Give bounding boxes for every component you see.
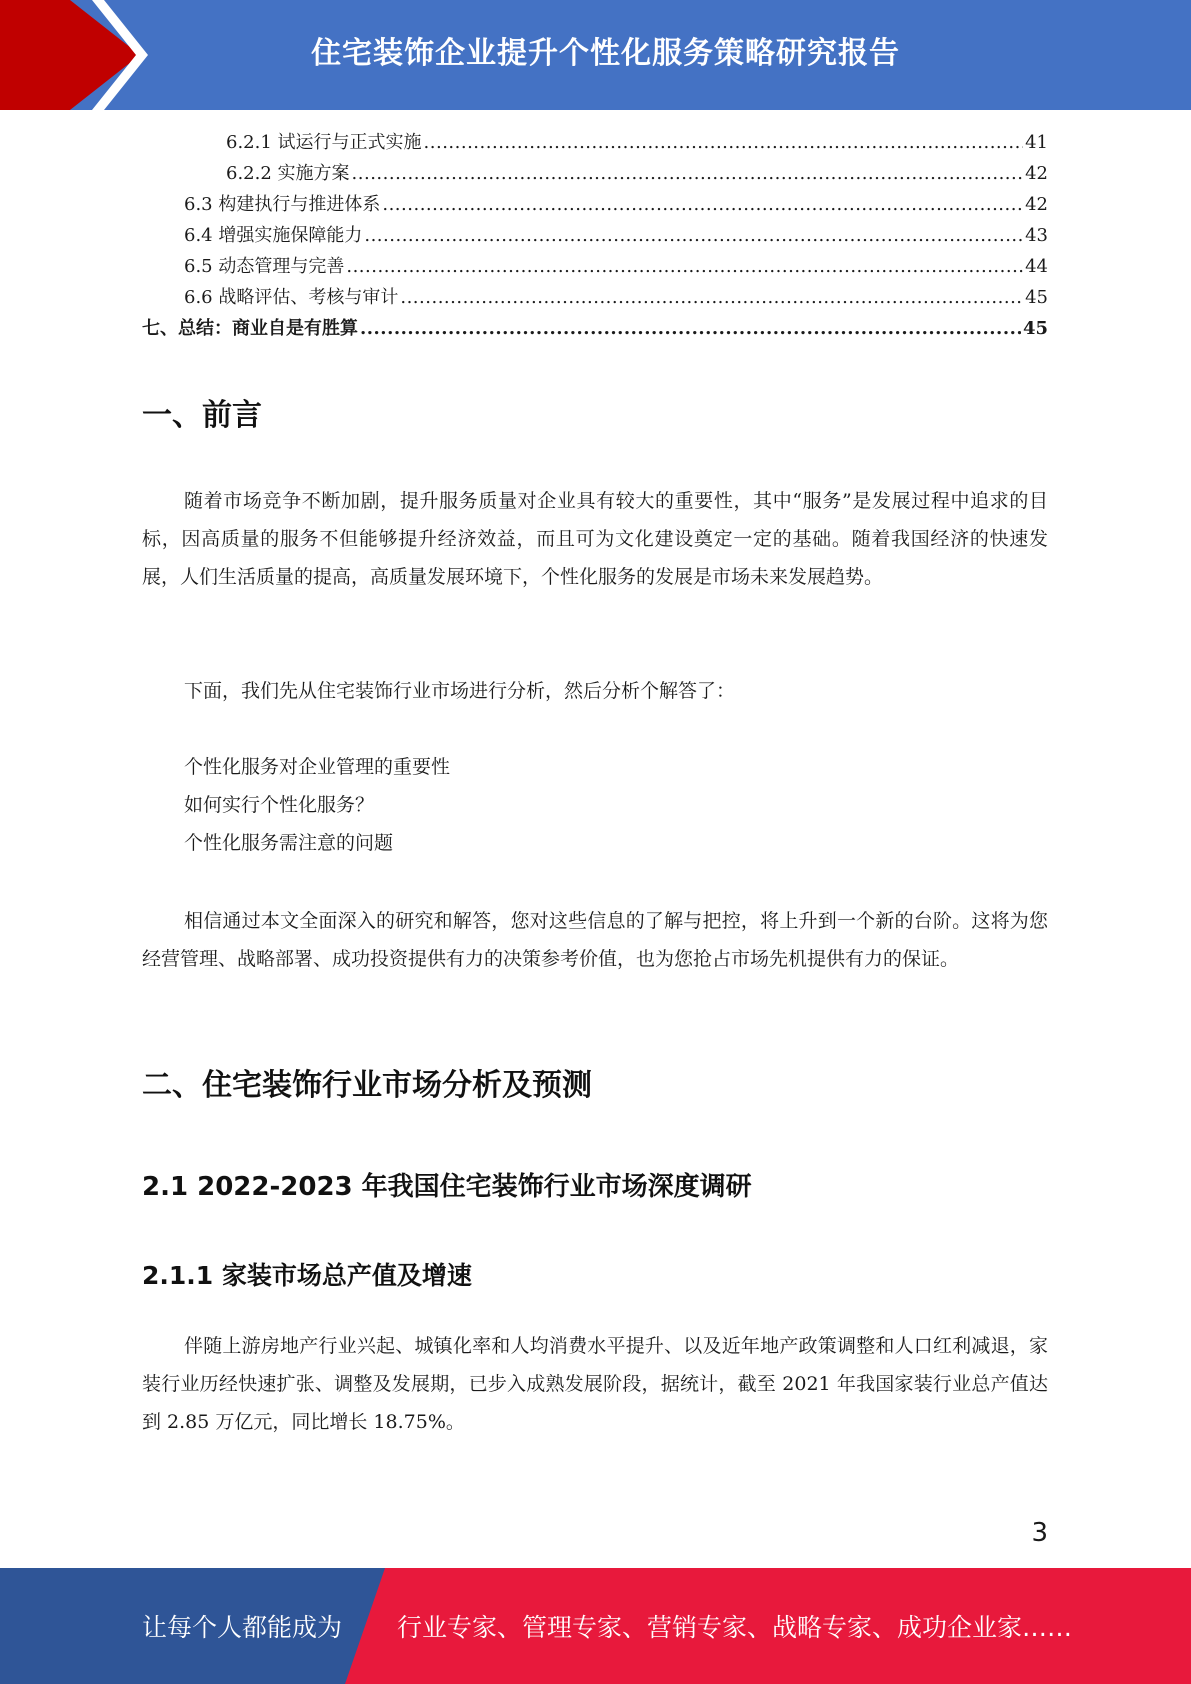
page-footer bbox=[0, 1568, 1191, 1684]
toc-entry[interactable] bbox=[142, 221, 1048, 252]
toc-entry[interactable] bbox=[142, 159, 1048, 190]
toc-entry-label: 6.4 增强实施保障能力 bbox=[184, 225, 363, 246]
preface-paragraph-3 bbox=[142, 902, 1048, 978]
toc-leader-dots bbox=[346, 256, 1023, 277]
section-heading-preface: 一、前言 bbox=[142, 398, 262, 433]
paragraph-text: 下面，我们先从住宅装饰行业市场进行分析，然后分析个解答了： bbox=[184, 680, 736, 702]
toc-entry-page: 43 bbox=[1025, 225, 1048, 246]
toc-entry[interactable] bbox=[142, 314, 1048, 345]
header-title: 住宅装饰企业提升个性化服务策略研究报告 bbox=[311, 36, 900, 71]
toc-leader-dots bbox=[352, 163, 1024, 184]
toc-entry-page: 42 bbox=[1025, 194, 1048, 215]
list-item: 个性化服务对企业管理的重要性 bbox=[184, 756, 451, 778]
toc-entry-page: 42 bbox=[1025, 163, 1048, 184]
list-item: 个性化服务需注意的问题 bbox=[184, 832, 394, 854]
toc-entry-label: 七、总结：商业自是有胜算 bbox=[142, 318, 358, 339]
toc-entry-page: 45 bbox=[1022, 318, 1048, 339]
toc-entry-page: 44 bbox=[1025, 256, 1048, 277]
toc-entry-label: 6.5 动态管理与完善 bbox=[184, 256, 345, 277]
preface-paragraph-2 bbox=[142, 672, 1048, 710]
table-of-contents bbox=[142, 128, 1048, 345]
section-heading-market-analysis: 二、住宅装饰行业市场分析及预测 bbox=[142, 1068, 592, 1103]
toc-entry-label: 6.3 构建执行与推进体系 bbox=[184, 194, 381, 215]
page-header bbox=[0, 0, 1191, 110]
footer-slogan-left: 让每个人都能成为 bbox=[142, 1613, 343, 1642]
preface-question-list bbox=[142, 748, 1048, 862]
paragraph-text: 随着市场竞争不断加剧，提升服务质量对企业具有较大的重要性，其中“服务”是发展过程中追求的目标，因高质量的服务不但能够提升经济效益，而且可为文化建设奠定一定的基础。随着我国经济的快速发展，人们生活质量的提高，高质量发展环境下，个性化服务的发展是市场未来发展趋势。 bbox=[142, 490, 1048, 588]
toc-entry-label: 6.6 战略评估、考核与审计 bbox=[184, 287, 399, 308]
toc-leader-dots bbox=[400, 287, 1023, 308]
footer-slogan-right: 行业专家、管理专家、营销专家、战略专家、成功企业家…… bbox=[397, 1613, 1073, 1642]
preface-paragraph-1 bbox=[142, 482, 1048, 596]
page-number: 3 bbox=[1031, 1518, 1048, 1548]
toc-leader-dots bbox=[382, 194, 1023, 215]
toc-entry-page: 45 bbox=[1025, 287, 1048, 308]
toc-entry[interactable] bbox=[142, 283, 1048, 314]
toc-leader-dots bbox=[364, 225, 1023, 246]
toc-leader-dots bbox=[424, 132, 1024, 153]
paragraph-text: 伴随上游房地产行业兴起、城镇化率和人均消费水平提升、以及近年地产政策调整和人口红利减退，家装行业历经快速扩张、调整及发展期，已步入成熟发展阶段，据统计，截至 2021 年我国家装行业总产值达到 2.85 万亿元，同比增长 18.75%。 bbox=[142, 1335, 1048, 1433]
market-paragraph-1 bbox=[142, 1327, 1048, 1441]
toc-entry[interactable] bbox=[142, 252, 1048, 283]
toc-entry-label: 6.2.2 实施方案 bbox=[226, 163, 350, 184]
toc-entry[interactable] bbox=[142, 190, 1048, 221]
list-item: 如何实行个性化服务？ bbox=[184, 794, 375, 816]
toc-entry-label: 6.2.1 试运行与正式实施 bbox=[226, 132, 422, 153]
toc-entry[interactable] bbox=[142, 128, 1048, 159]
toc-entry-page: 41 bbox=[1025, 132, 1048, 153]
subsection-heading-2-1-1: 2.1.1 家装市场总产值及增速 bbox=[142, 1261, 472, 1290]
toc-leader-dots bbox=[360, 318, 1021, 339]
subsection-heading-2-1: 2.1 2022-2023 年我国住宅装饰行业市场深度调研 bbox=[142, 1172, 752, 1202]
paragraph-text: 相信通过本文全面深入的研究和解答，您对这些信息的了解与把控，将上升到一个新的台阶。这将为您经营管理、战略部署、成功投资提供有力的决策参考价值，也为您抢占市场先机提供有力的保证。 bbox=[142, 910, 1048, 970]
